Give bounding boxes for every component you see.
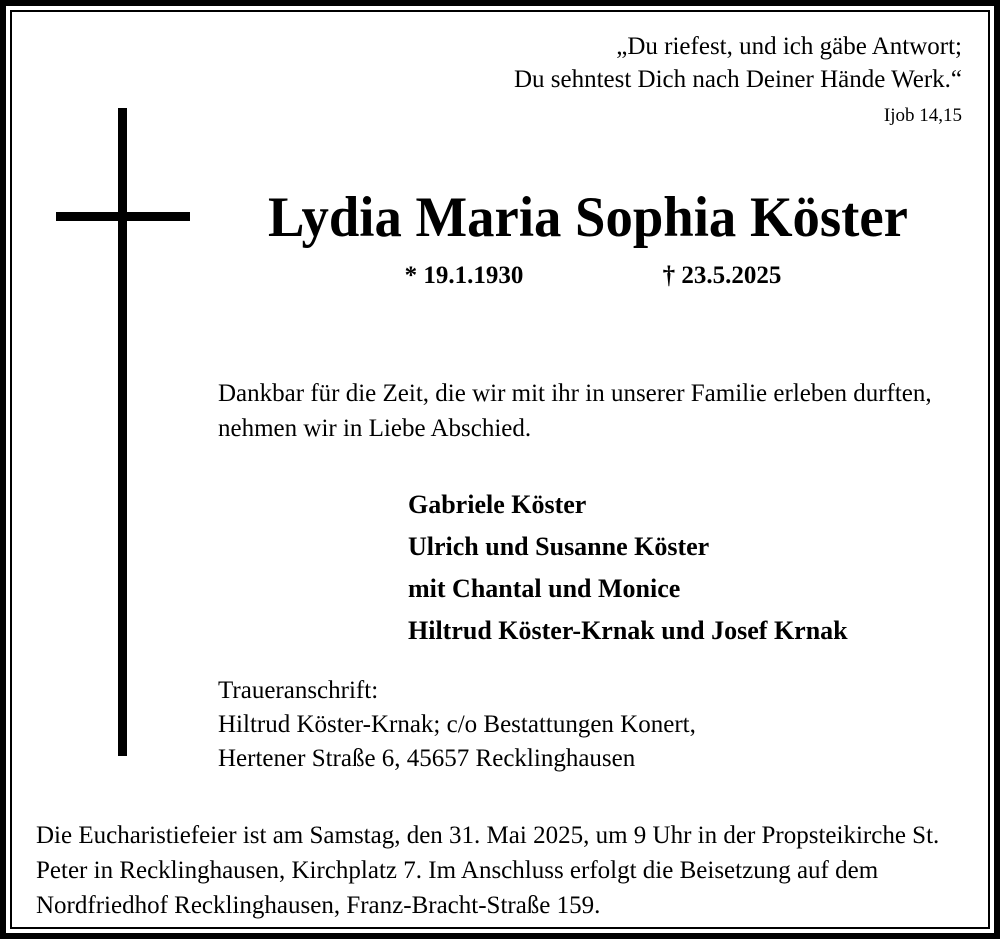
survivors-list xyxy=(408,484,974,652)
tribute-text: Dankbar für die Zeit, die wir mit ihr in unserer Familie erleben durften, nehmen wir in Liebe Abschied. xyxy=(218,380,932,442)
survivor-line: Ulrich und Susanne Köster xyxy=(408,532,710,561)
survivor-line: Hiltrud Köster-Krnak und Josef Krnak xyxy=(408,616,848,645)
latin-cross-icon xyxy=(118,108,127,756)
quote-source: Ijob 14,15 xyxy=(883,105,962,126)
survivor-line: mit Chantal und Monice xyxy=(408,574,681,603)
quote-line-2: Du sehntest Dich nach Deiner Hände Werk.“ xyxy=(513,66,962,93)
address-line-1: Hiltrud Köster-Krnak; c/o Bestattungen Konert, xyxy=(218,711,696,738)
address-line-2: Hertener Straße 6, 45657 Recklinghausen xyxy=(218,745,636,772)
quote-line-1: „Du riefest, und ich gäbe Antwort; xyxy=(616,33,962,60)
death-date: † 23.5.2025 xyxy=(662,262,782,289)
deceased-block xyxy=(202,186,974,290)
deceased-name: Lydia Maria Sophia Köster xyxy=(268,186,908,249)
notice-canvas xyxy=(12,12,988,927)
birth-date: * 19.1.1930 xyxy=(404,262,524,289)
survivor-line: Gabriele Köster xyxy=(408,490,587,519)
address-label: Traueranschrift: xyxy=(218,677,379,704)
scripture-quote xyxy=(312,30,962,131)
latin-cross-crossbar-icon xyxy=(56,212,190,221)
mourning-address xyxy=(218,674,974,776)
service-details: Die Eucharistiefeier ist am Samstag, den 31. Mai 2025, um 9 Uhr in der Propsteikirche St. Peter in Recklinghausen, Kirchplatz 7. Im Anschluss erfolgt die Beisetzung auf dem Nordfriedhof Recklinghausen, Franz-Bracht-Straße 159. xyxy=(36,822,940,919)
frame-white-gap xyxy=(6,6,994,933)
frame-inner-rule xyxy=(10,10,990,929)
life-dates xyxy=(202,262,974,290)
